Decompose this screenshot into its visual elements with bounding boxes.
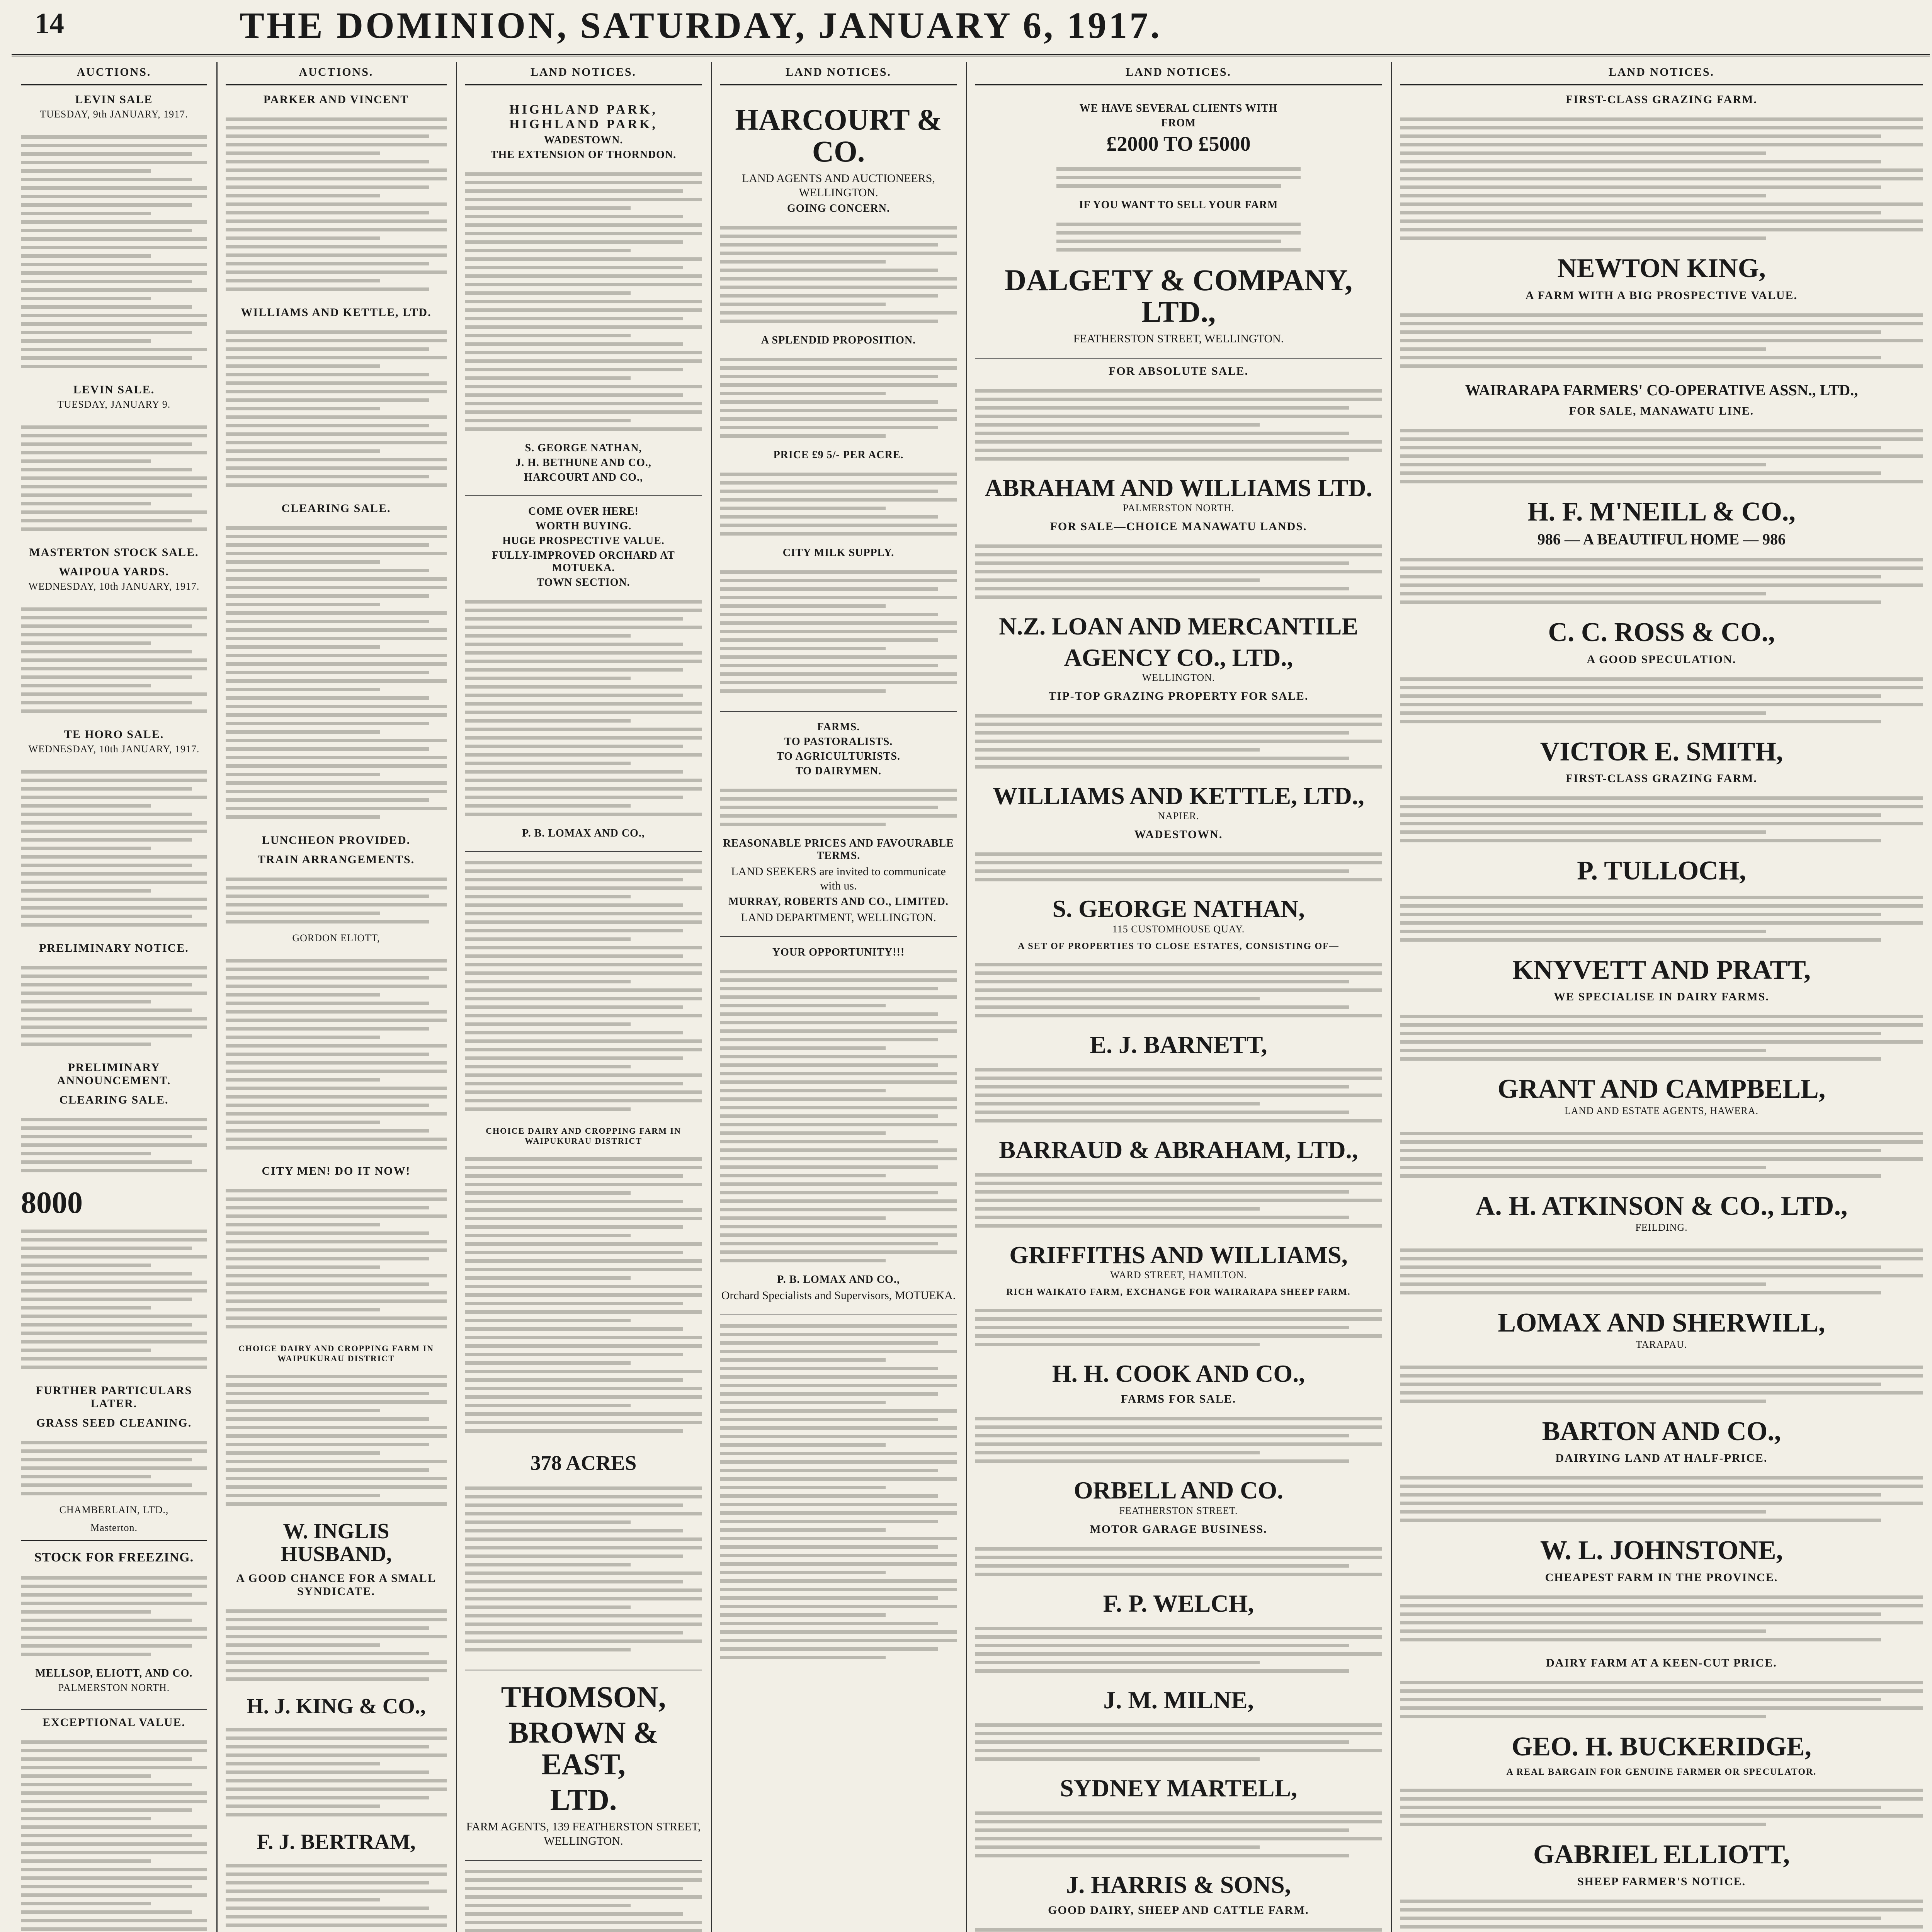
- sale-heading: CLEARING SALE.: [281, 502, 391, 515]
- ad-stock-freezing: [21, 1540, 207, 1710]
- price-range: £2000 TO £5000: [1106, 132, 1251, 155]
- advertiser-town: WELLINGTON.: [1142, 672, 1215, 684]
- text-block: [21, 1109, 207, 1181]
- ad-heading: YOUR OPPORTUNITY!!!: [772, 946, 905, 959]
- advertiser-town: TARAPAU.: [1636, 1338, 1687, 1350]
- ad-heading: WORTH BUYING.: [535, 520, 632, 532]
- ad-heading: A SPLENDID PROPOSITION.: [761, 334, 916, 346]
- auctioneer-heading: WILLIAMS AND KETTLE, LTD.: [241, 306, 432, 319]
- ad-heading: FROM: [1161, 117, 1196, 129]
- text-block: [21, 761, 207, 935]
- sale-heading: LEVIN SALE.: [73, 383, 155, 396]
- ad-378-acres: [465, 1442, 702, 1670]
- ad-subheading: THE EXTENSION OF THORNDON.: [490, 149, 677, 161]
- text-block: [21, 1567, 207, 1665]
- text-block: [226, 950, 447, 1158]
- ad-heading: CITY MEN! DO IT NOW!: [262, 1165, 411, 1177]
- advertiser-address: LAND DEPARTMENT, WELLINGTON.: [741, 911, 936, 924]
- column-header: LAND NOTICES.: [720, 62, 957, 85]
- text-block: [720, 349, 957, 447]
- price-line: PRICE £9 5/- PER ACRE.: [773, 449, 904, 461]
- advertiser-name: J. HARRIS & SONS,: [1066, 1871, 1291, 1899]
- advertiser-name: E. J. BARNETT,: [1090, 1031, 1267, 1058]
- sale-heading: WAIPOUA YARDS.: [59, 565, 169, 578]
- text-block: [975, 1618, 1382, 1682]
- text-block: [1056, 158, 1300, 197]
- ad-heading: WE HAVE SEVERAL CLIENTS WITH: [1079, 102, 1278, 114]
- text-block: [1400, 1357, 1923, 1412]
- acreage: 378 ACRES: [530, 1451, 637, 1475]
- advertiser-name: WAIRARAPA FARMERS' CO-OPERATIVE ASSN., LTD.,: [1465, 381, 1858, 399]
- advertiser-address: 115 CUSTOMHOUSE QUAY.: [1112, 923, 1245, 935]
- column-header: AUCTIONS.: [226, 62, 447, 85]
- masthead-rule: [12, 54, 1930, 56]
- advertiser-name: GRIFFITHS AND WILLIAMS,: [1009, 1241, 1348, 1269]
- text-block: [1400, 1240, 1923, 1303]
- ad-heading: GOING CONCERN.: [787, 202, 890, 214]
- ad-heading: FARMS.: [817, 721, 860, 733]
- advertiser-description: Orchard Specialists and Supervisors, MOTUEKA.: [721, 1289, 956, 1302]
- advertiser-name: LTD.: [550, 1783, 617, 1817]
- text-block: [21, 957, 207, 1055]
- advertiser-name: H. J. KING & CO.,: [247, 1694, 426, 1718]
- column-land-notices-2: [711, 62, 966, 1932]
- text-block: [975, 844, 1382, 890]
- ad-heading: SHEEP FARMER'S NOTICE.: [1577, 1875, 1746, 1888]
- ad-heading: CHOICE DAIRY AND CROPPING FARM IN WAIPUKURAU DISTRICT: [238, 1344, 434, 1363]
- sale-heading: FURTHER PARTICULARS LATER.: [36, 1384, 192, 1410]
- ad-heading: A GOOD SPECULATION.: [1587, 653, 1736, 666]
- page-number: 14: [35, 7, 64, 40]
- ad-heading: MOTOR GARAGE BUSINESS.: [1090, 1522, 1267, 1536]
- ad-heading: A REAL BARGAIN FOR GENUINE FARMER OR SPECULATOR.: [1506, 1767, 1817, 1777]
- text-block: [21, 599, 207, 722]
- text-block: [226, 1855, 447, 1932]
- sale-heading: TE HORO SALE.: [64, 728, 164, 741]
- advertiser-address: FARM AGENTS, 139 FEATHERSTON STREET, WELLINGTON.: [466, 1820, 701, 1848]
- text-block: [226, 1180, 447, 1337]
- newspaper-title: THE DOMINION, SATURDAY, JANUARY 6, 1917.: [240, 5, 1162, 46]
- text-block: [226, 109, 447, 300]
- ad-highland-park: [465, 93, 702, 496]
- ad-heading: A SET OF PROPERTIES TO CLOSE ESTATES, CONSISTING OF—: [1018, 941, 1339, 951]
- text-block: [1400, 668, 1923, 732]
- advertiser-town: Masterton.: [90, 1522, 138, 1533]
- ad-place: WADESTOWN.: [544, 134, 623, 146]
- advertiser-name: DALGETY & COMPANY, LTD.,: [1004, 263, 1353, 329]
- advertiser-town: NAPIER.: [1158, 810, 1199, 822]
- sale-heading: PRELIMINARY ANNOUNCEMENT.: [57, 1061, 171, 1087]
- advertiser-description: LAND AGENTS AND AUCTIONEERS, WELLINGTON.: [742, 172, 935, 199]
- text-block: [1400, 887, 1923, 951]
- column-header: LAND NOTICES.: [975, 62, 1382, 85]
- text-block: [465, 1478, 702, 1660]
- text-block: [975, 536, 1382, 608]
- column-land-notices-3: [966, 62, 1391, 1932]
- advertiser-name: H. H. COOK AND CO.,: [1052, 1360, 1305, 1388]
- advertiser-name: W. L. JOHNSTONE,: [1540, 1536, 1783, 1565]
- advertiser-name: P. TULLOCH,: [1577, 856, 1746, 886]
- text-block: [720, 561, 957, 702]
- advertiser-name: HARCOURT AND CO.,: [524, 471, 643, 483]
- sale-heading: MASTERTON STOCK SALE.: [29, 546, 199, 559]
- advertiser-name: GORDON ELIOTT,: [292, 932, 380, 944]
- ad-heading: FOR SALE, MANAWATU LINE.: [1569, 404, 1754, 417]
- sale-heading: LEVIN SALE: [75, 93, 153, 106]
- column-header: LAND NOTICES.: [465, 62, 702, 85]
- ad-heading: HUGE PROSPECTIVE VALUE.: [502, 535, 665, 547]
- advertiser-name: BARTON AND CO.,: [1542, 1416, 1781, 1446]
- text-block: [226, 1719, 447, 1825]
- advertiser-name: F. P. WELCH,: [1103, 1589, 1254, 1617]
- column-auctions-2: [216, 62, 456, 1932]
- ad-heading: FIRST-CLASS GRAZING FARM.: [1566, 772, 1757, 785]
- advertiser-name: MELLSOP, ELIOTT, AND CO.: [35, 1667, 193, 1679]
- text-block: [1400, 1587, 1923, 1650]
- advertiser-name: J. H. BETHUNE AND CO.,: [515, 457, 651, 469]
- sale-heading: LUNCHEON PROVIDED.: [262, 834, 411, 847]
- text-block: [1400, 1672, 1923, 1727]
- text-block: [1056, 214, 1300, 260]
- advertiser-town: PALMERSTON NORTH.: [1122, 502, 1235, 514]
- sheep-count: 8000: [21, 1186, 83, 1220]
- ad-thomson-brown-east: [465, 1670, 702, 1861]
- column-land-notices-1: [456, 62, 711, 1932]
- ad-heading: 986 — A BEAUTIFUL HOME — 986: [1537, 531, 1786, 548]
- text-block: [975, 954, 1382, 1026]
- text-block: [975, 1300, 1382, 1355]
- advertiser-name: THOMSON,: [501, 1680, 666, 1714]
- ad-motueka-orchard: [465, 496, 702, 852]
- sale-heading: CLEARING SALE.: [59, 1094, 169, 1106]
- advertiser-name: C. C. ROSS & CO.,: [1548, 617, 1775, 647]
- text-block: [465, 852, 702, 1120]
- text-block: [1400, 109, 1923, 249]
- column-land-notices-4: [1391, 62, 1932, 1932]
- text-block: [226, 1366, 447, 1515]
- text-block: [1400, 1780, 1923, 1835]
- text-block: [21, 1432, 207, 1504]
- ad-dalgety: [975, 93, 1382, 359]
- text-block: [1400, 1467, 1923, 1531]
- text-block: [975, 1408, 1382, 1472]
- ad-heading: CITY MILK SUPPLY.: [782, 546, 895, 559]
- ad-heading: WE SPECIALISE IN DAIRY FARMS.: [1554, 990, 1769, 1003]
- text-block: [226, 869, 447, 932]
- ad-heading: DAIRYING LAND AT HALF-PRICE.: [1555, 1452, 1768, 1464]
- column-header: AUCTIONS.: [21, 62, 207, 85]
- ad-heading: FOR ABSOLUTE SALE.: [1109, 364, 1248, 378]
- advertiser-name: BROWN & EAST,: [509, 1716, 658, 1781]
- advertiser-address: WARD STREET, HAMILTON.: [1110, 1269, 1247, 1281]
- advertiser-name: VICTOR E. SMITH,: [1540, 736, 1783, 767]
- advertiser-name: W. INGLIS HUSBAND,: [281, 1519, 392, 1566]
- text-block: [21, 1731, 207, 1932]
- advertiser-name: S. GEORGE NATHAN,: [525, 442, 642, 454]
- sale-date: TUESDAY, 9th JANUARY, 1917.: [40, 109, 188, 120]
- advertiser-description: LAND AND ESTATE AGENTS, HAWERA.: [1564, 1105, 1759, 1116]
- advertiser-address: FEATHERSTON STREET, WELLINGTON.: [1073, 332, 1284, 345]
- text-block: [1400, 420, 1923, 492]
- column-auctions-1: [12, 62, 216, 1932]
- text-block: [975, 1919, 1382, 1932]
- auctioneer-heading: PARKER AND VINCENT: [263, 93, 409, 106]
- text-block: [720, 961, 957, 1271]
- ad-heading: COME OVER HERE!: [528, 505, 639, 517]
- sale-date: WEDNESDAY, 10th JANUARY, 1917.: [28, 743, 200, 755]
- text-block: [975, 1164, 1382, 1236]
- advertiser-name: S. GEORGE NATHAN,: [1052, 895, 1305, 923]
- text-block: [465, 163, 702, 440]
- ad-heading: FULLY-IMPROVED ORCHARD AT MOTUEKA.: [492, 549, 675, 574]
- ad-heading: WADESTOWN.: [1134, 828, 1223, 841]
- text-block: [226, 517, 447, 828]
- text-block: [465, 591, 702, 825]
- text-block: [1400, 1006, 1923, 1070]
- ad-heading: IF YOU WANT TO SELL YOUR FARM: [1079, 199, 1278, 211]
- sale-heading: TRAIN ARRANGEMENTS.: [257, 853, 415, 866]
- advertiser-name: J. M. MILNE,: [1103, 1686, 1254, 1714]
- text-block: [226, 321, 447, 496]
- text-block: [1400, 787, 1923, 851]
- ad-heading: A FARM WITH A BIG PROSPECTIVE VALUE.: [1525, 289, 1798, 302]
- ad-harcourt: [720, 93, 957, 712]
- masthead: [0, 0, 1932, 58]
- advertiser-town: PALMERSTON NORTH.: [58, 1682, 170, 1693]
- advertiser-name: N.Z. LOAN AND MERCANTILE: [999, 612, 1358, 640]
- advertiser-name: H. F. M'NEILL & CO.,: [1527, 497, 1796, 527]
- advertiser-name: F. J. BERTRAM,: [257, 1830, 416, 1854]
- ad-heading: GOOD DAIRY, SHEEP AND CATTLE FARM.: [1048, 1904, 1309, 1917]
- text-block: [1400, 1123, 1923, 1187]
- ad-heading: HIGHLAND PARK, HIGHLAND PARK,: [509, 102, 658, 131]
- ad-murray-roberts: [720, 712, 957, 937]
- text-block: [720, 1315, 957, 1668]
- advertiser-name: ABRAHAM AND WILLIAMS LTD.: [985, 474, 1372, 502]
- advertiser-name: P. B. LOMAX AND CO.,: [522, 827, 645, 839]
- advertiser-name: AGENCY CO., LTD.,: [1064, 644, 1293, 672]
- ad-heading: FIRST-CLASS GRAZING FARM.: [1566, 93, 1757, 106]
- text-block: [226, 1600, 447, 1690]
- advertiser-name: LOMAX AND SHERWILL,: [1498, 1308, 1825, 1338]
- ad-subheading: TOWN SECTION.: [537, 577, 630, 588]
- ad-your-opportunity: [720, 937, 957, 1315]
- text-block: [21, 1221, 207, 1378]
- sale-heading: PRELIMINARY NOTICE.: [39, 942, 189, 954]
- ad-heading: CHOICE DAIRY AND CROPPING FARM IN WAIPUKURAU DISTRICT: [486, 1126, 681, 1146]
- advertiser-name: A. H. ATKINSON & CO., LTD.,: [1475, 1191, 1848, 1221]
- text-block: [21, 126, 207, 377]
- text-block: [975, 1059, 1382, 1131]
- text-block: [975, 1714, 1382, 1770]
- sale-date: WEDNESDAY, 10th JANUARY, 1917.: [28, 581, 200, 592]
- section-heading: EXCEPTIONAL VALUE.: [43, 1716, 185, 1729]
- advertiser-name: MURRAY, ROBERTS AND CO., LIMITED.: [728, 895, 949, 908]
- advertiser-name: GABRIEL ELLIOTT,: [1533, 1840, 1790, 1869]
- advertiser-name: ORBELL AND CO.: [1073, 1476, 1284, 1504]
- text-block: [975, 380, 1382, 469]
- advertiser-town: FEILDING.: [1635, 1222, 1688, 1233]
- ad-heading: TO DAIRYMEN.: [795, 765, 882, 777]
- advertiser-address: FEATHERSTON STREET.: [1119, 1505, 1238, 1516]
- ad-heading: TO PASTORALISTS.: [784, 735, 893, 748]
- ad-heading: REASONABLE PRICES AND FAVOURABLE TERMS.: [723, 837, 954, 862]
- text-block: [465, 1861, 702, 1932]
- advertiser-name: GRANT AND CAMPBELL,: [1497, 1074, 1826, 1104]
- text-block: [1400, 304, 1923, 377]
- advertiser-name: GEO. H. BUCKERIDGE,: [1512, 1731, 1811, 1762]
- text-block: [720, 217, 957, 332]
- ad-heading: TO AGRICULTURISTS.: [777, 750, 900, 762]
- text-block: [1400, 1891, 1923, 1932]
- advertiser-name: WILLIAMS AND KETTLE, LTD.,: [993, 782, 1364, 810]
- text-block: [975, 1538, 1382, 1585]
- advertiser-name: KNYVETT AND PRATT,: [1512, 955, 1811, 985]
- ad-heading: FARMS FOR SALE.: [1121, 1393, 1236, 1406]
- text-block: [720, 780, 957, 835]
- column-header: LAND NOTICES.: [1400, 62, 1923, 85]
- text-block: [975, 1803, 1382, 1866]
- ad-heading: FOR SALE—CHOICE MANAWATU LANDS.: [1050, 520, 1307, 533]
- advertiser-name: HARCOURT & CO.: [735, 103, 942, 168]
- ad-heading: STOCK FOR FREEZING.: [34, 1550, 194, 1565]
- advertiser-name: BARRAUD & ABRAHAM, LTD.,: [999, 1136, 1358, 1163]
- text-block: [975, 705, 1382, 777]
- text-block: [1400, 549, 1923, 613]
- text-block: [21, 417, 207, 540]
- sale-heading: GRASS SEED CLEANING.: [36, 1417, 192, 1429]
- text-block: [465, 1148, 702, 1442]
- advertiser-name: SYDNEY MARTELL,: [1060, 1774, 1298, 1802]
- ad-heading: TIP-TOP GRAZING PROPERTY FOR SALE.: [1048, 690, 1309, 703]
- advertiser-name: NEWTON KING,: [1557, 253, 1766, 283]
- sale-date: TUESDAY, JANUARY 9.: [57, 399, 171, 410]
- ad-heading: DAIRY FARM AT A KEEN-CUT PRICE.: [1546, 1656, 1777, 1669]
- ad-heading: A GOOD CHANCE FOR A SMALL SYNDICATE.: [236, 1571, 436, 1598]
- ad-heading: CHEAPEST FARM IN THE PROVINCE.: [1545, 1571, 1778, 1584]
- advertiser-name: P. B. LOMAX AND CO.,: [777, 1274, 900, 1286]
- ad-heading: RICH WAIKATO FARM, EXCHANGE FOR WAIRARAPA SHEEP FARM.: [1006, 1287, 1351, 1298]
- ad-body: LAND SEEKERS are invited to communicate with us.: [731, 865, 946, 893]
- text-block: [720, 464, 957, 544]
- advertiser-name: CHAMBERLAIN, LTD.,: [59, 1504, 169, 1515]
